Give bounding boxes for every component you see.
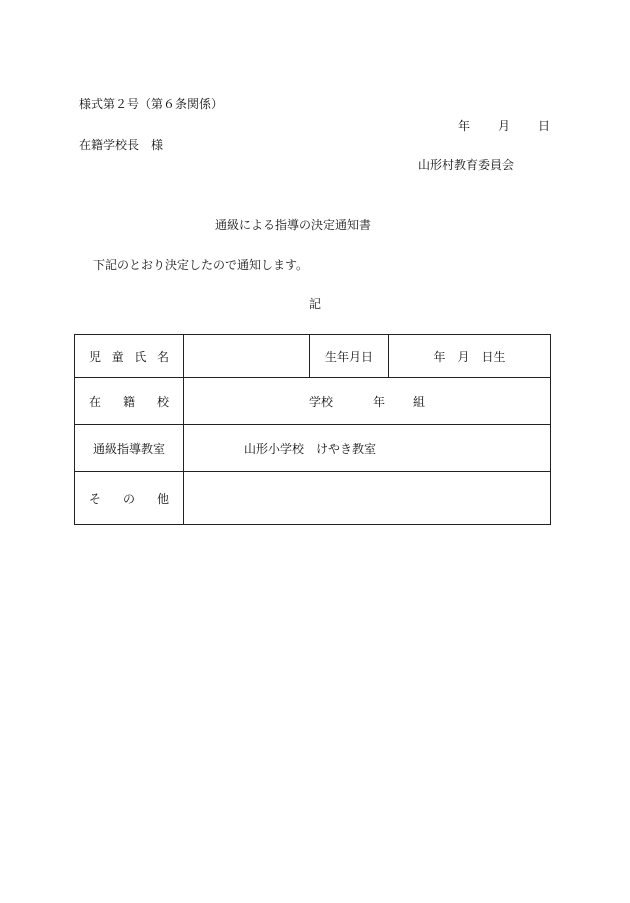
table-row-classroom [75, 425, 551, 472]
issuer: 山形村教育委員会 [418, 158, 515, 172]
label-char: 在 [89, 394, 102, 409]
enrolled-school-field[interactable] [184, 378, 551, 425]
date-day-label: 日 [538, 119, 551, 133]
resource-room-label: 通級指導教室 [75, 425, 184, 472]
form-number: 様式第２号（第６条関係） [79, 97, 224, 111]
table-row-other [75, 472, 551, 525]
class-suffix: 組 [413, 394, 426, 409]
label-char: の [122, 491, 135, 506]
label-char: 氏 [134, 349, 147, 364]
document-title: 通級による指導の決定通知書 [215, 218, 372, 232]
label-char: 名 [156, 349, 169, 364]
ki-heading: 記 [309, 297, 322, 311]
other-field[interactable] [184, 472, 551, 525]
school-suffix: 学校 [308, 394, 333, 409]
other-label [75, 472, 184, 525]
table-row-school [75, 378, 551, 425]
birth-date-field[interactable]: 年 月 日生 [389, 335, 551, 378]
addressee: 在籍学校長 様 [79, 138, 164, 152]
intro-text: 下記のとおり決定したので通知します。 [93, 258, 309, 272]
resource-room-value: 山形小学校 けやき教室 [184, 425, 551, 472]
label-char: 他 [156, 491, 169, 506]
enrolled-school-label [75, 378, 184, 425]
birth-date-label: 生年月日 [310, 335, 389, 378]
label-char: 童 [111, 349, 124, 364]
student-name-label [75, 335, 184, 378]
date-line [458, 120, 550, 132]
student-name-field[interactable] [184, 335, 310, 378]
date-year-label: 年 [458, 119, 471, 133]
label-char: 校 [156, 394, 169, 409]
table-row-student [75, 335, 551, 378]
date-month-label: 月 [498, 119, 511, 133]
grade-suffix: 年 [372, 394, 385, 409]
label-char: 籍 [122, 394, 135, 409]
label-char: 児 [89, 349, 102, 364]
info-table [74, 334, 551, 525]
label-char: そ [89, 491, 102, 506]
